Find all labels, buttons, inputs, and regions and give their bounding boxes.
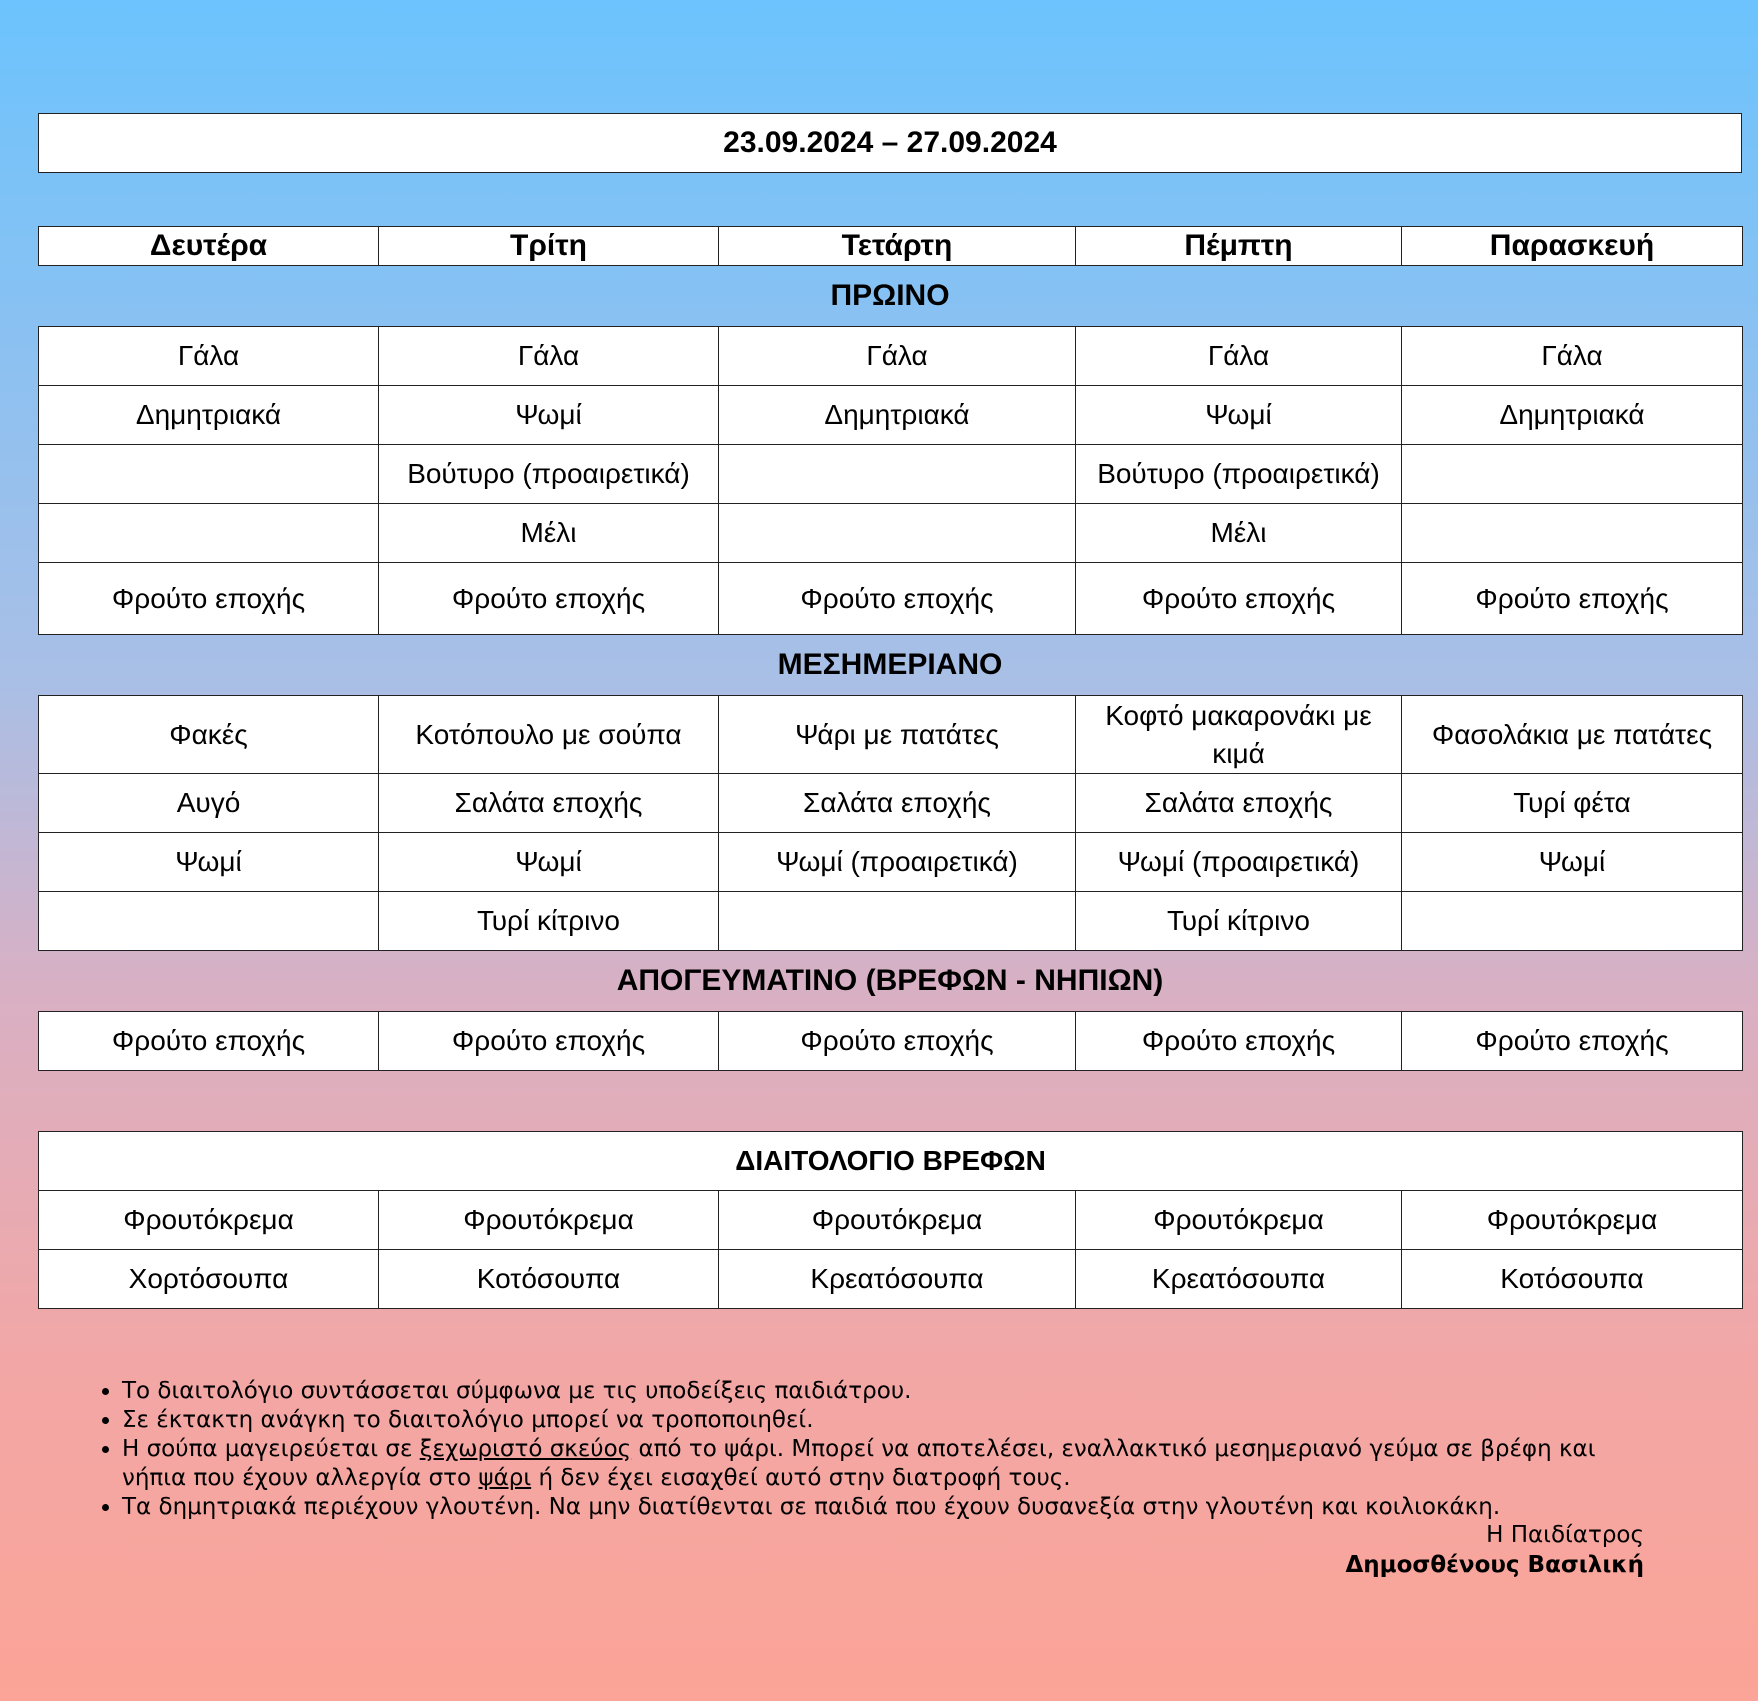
- table-row: [39, 892, 1743, 951]
- menu-cell: [39, 892, 379, 951]
- menu-cell: Κρεατόσουπα: [719, 1250, 1076, 1309]
- menu-cell: Ψωμί: [379, 833, 719, 892]
- infants-table: [38, 1131, 1743, 1309]
- table-row: [39, 1012, 1743, 1071]
- menu-cell: [1402, 445, 1743, 504]
- afternoon-table: [38, 1011, 1743, 1071]
- menu-cell: Βούτυρο (προαιρετικά): [379, 445, 719, 504]
- menu-cell: Φακές: [39, 696, 379, 774]
- days-header-table: [38, 226, 1743, 266]
- menu-cell: Κοτόπουλο με σούπα: [379, 696, 719, 774]
- menu-cell: Μέλι: [379, 504, 719, 563]
- menu-cell: Γάλα: [719, 327, 1076, 386]
- menu-cell: Δημητριακά: [39, 386, 379, 445]
- menu-cell: Βούτυρο (προαιρετικά): [1076, 445, 1402, 504]
- menu-cell: Φρούτο εποχής: [1076, 563, 1402, 635]
- menu-cell: Γάλα: [1402, 327, 1743, 386]
- note-text: από το ψάρι. Μπορεί να αποτελέσει, εναλλακτικό μεσημεριανό γεύμα σε βρέφη και νήπια που έχουν αλλεργία στο: [122, 1436, 1596, 1491]
- menu-cell: Ψάρι με πατάτες: [719, 696, 1076, 774]
- menu-cell: [39, 445, 379, 504]
- signature-block: [1346, 1520, 1645, 1580]
- note-text: ή δεν έχει εισαχθεί αυτό στην διατροφή τους.: [531, 1465, 1071, 1491]
- menu-cell: Φρούτο εποχής: [719, 563, 1076, 635]
- signature-role: Η Παιδίατρος: [1486, 1522, 1644, 1548]
- menu-cell: Τυρί κίτρινο: [379, 892, 719, 951]
- table-row: [39, 1191, 1743, 1250]
- table-row: [39, 833, 1743, 892]
- menu-cell: Φρουτόκρεμα: [39, 1191, 379, 1250]
- note-item: [122, 1435, 1644, 1493]
- table-row: [39, 386, 1743, 445]
- menu-cell: Χορτόσουπα: [39, 1250, 379, 1309]
- menu-cell: Σαλάτα εποχής: [1076, 774, 1402, 833]
- menu-cell: Φασολάκια με πατάτες: [1402, 696, 1743, 774]
- signature-name: Δημοσθένους Βασιλική: [1345, 1552, 1644, 1578]
- menu-cell: [1402, 504, 1743, 563]
- menu-cell: Φρούτο εποχής: [39, 1012, 379, 1071]
- menu-page: [38, 113, 1742, 1309]
- menu-cell: Σαλάτα εποχής: [719, 774, 1076, 833]
- menu-cell: Φρουτόκρεμα: [1402, 1191, 1743, 1250]
- table-row: [39, 774, 1743, 833]
- day-tuesday: Τρίτη: [379, 227, 719, 266]
- menu-cell: Ψωμί: [1076, 386, 1402, 445]
- menu-cell: Κοτόσουπα: [379, 1250, 719, 1309]
- lunch-title: ΜΕΣΗΜΕΡΙΑΝΟ: [777, 648, 1003, 681]
- menu-cell: Γάλα: [39, 327, 379, 386]
- day-monday: Δευτέρα: [39, 227, 379, 266]
- menu-cell: Ψωμί: [1402, 833, 1743, 892]
- menu-cell: Τυρί φέτα: [1402, 774, 1743, 833]
- breakfast-table: [38, 326, 1743, 635]
- menu-cell: Τυρί κίτρινο: [1076, 892, 1402, 951]
- menu-cell: [719, 892, 1076, 951]
- menu-cell: Φρούτο εποχής: [39, 563, 379, 635]
- note-underlined-text: ξεχωριστό σκεύος: [419, 1436, 632, 1462]
- menu-cell: Ψωμί: [379, 386, 719, 445]
- afternoon-title: ΑΠΟΓΕΥΜΑΤΙΝΟ (ΒΡΕΦΩΝ - ΝΗΠΙΩΝ): [616, 964, 1164, 997]
- menu-cell: Κρεατόσουπα: [1076, 1250, 1402, 1309]
- menu-cell: Κοτόσουπα: [1402, 1250, 1743, 1309]
- menu-cell: [1402, 892, 1743, 951]
- table-row: [39, 327, 1743, 386]
- table-row: [39, 563, 1743, 635]
- note-item: • Σε έκτακτη ανάγκη το διαιτολόγιο μπορεί να τροποποιηθεί.: [122, 1406, 1644, 1435]
- lunch-table: [38, 695, 1743, 951]
- note-item: • Τα δημητριακά περιέχουν γλουτένη. Να μην διατίθενται σε παιδιά που έχουν δυσανεξία στην γλουτένη και κοιλιοκάκη.: [122, 1493, 1644, 1522]
- menu-cell: Μέλι: [1076, 504, 1402, 563]
- menu-cell: Φρουτόκρεμα: [719, 1191, 1076, 1250]
- menu-cell: Φρουτόκρεμα: [379, 1191, 719, 1250]
- notes-list: [84, 1377, 1644, 1522]
- day-friday: Παρασκευή: [1402, 227, 1743, 266]
- menu-cell: Σαλάτα εποχής: [379, 774, 719, 833]
- menu-cell: Δημητριακά: [1402, 386, 1743, 445]
- note-item: • Το διαιτολόγιο συντάσσεται σύμφωνα με τις υποδείξεις παιδιάτρου.: [122, 1377, 1644, 1406]
- day-thursday: Πέμπτη: [1076, 227, 1402, 266]
- breakfast-title: ΠΡΩΙΝΟ: [830, 279, 950, 312]
- week-range: 23.09.2024 – 27.09.2024: [38, 113, 1742, 173]
- menu-cell: Ψωμί (προαιρετικά): [719, 833, 1076, 892]
- menu-cell: Αυγό: [39, 774, 379, 833]
- menu-cell: Κοφτό μακαρονάκι με κιμά: [1076, 696, 1402, 774]
- menu-cell: [719, 445, 1076, 504]
- day-wednesday: Τετάρτη: [719, 227, 1076, 266]
- table-row: [39, 696, 1743, 774]
- menu-cell: Φρούτο εποχής: [379, 1012, 719, 1071]
- infants-title: ΔΙΑΙΤΟΛΟΓΙΟ ΒΡΕΦΩΝ: [39, 1132, 1743, 1191]
- table-row: [39, 504, 1743, 563]
- menu-cell: Φρούτο εποχής: [1402, 563, 1743, 635]
- menu-cell: Ψωμί (προαιρετικά): [1076, 833, 1402, 892]
- menu-cell: [39, 504, 379, 563]
- menu-cell: Γάλα: [379, 327, 719, 386]
- menu-cell: Φρουτόκρεμα: [1076, 1191, 1402, 1250]
- menu-cell: Φρούτο εποχής: [719, 1012, 1076, 1071]
- table-row: [39, 445, 1743, 504]
- note-text: Η σούπα μαγειρεύεται σε: [122, 1436, 420, 1462]
- menu-cell: Γάλα: [1076, 327, 1402, 386]
- menu-cell: Δημητριακά: [719, 386, 1076, 445]
- menu-cell: Φρούτο εποχής: [1402, 1012, 1743, 1071]
- menu-cell: Ψωμί: [39, 833, 379, 892]
- note-underlined-text: ψάρι: [478, 1465, 532, 1491]
- menu-cell: [719, 504, 1076, 563]
- table-row: [39, 1250, 1743, 1309]
- menu-cell: Φρούτο εποχής: [1076, 1012, 1402, 1071]
- menu-cell: Φρούτο εποχής: [379, 563, 719, 635]
- infants-header-row: [39, 1132, 1743, 1191]
